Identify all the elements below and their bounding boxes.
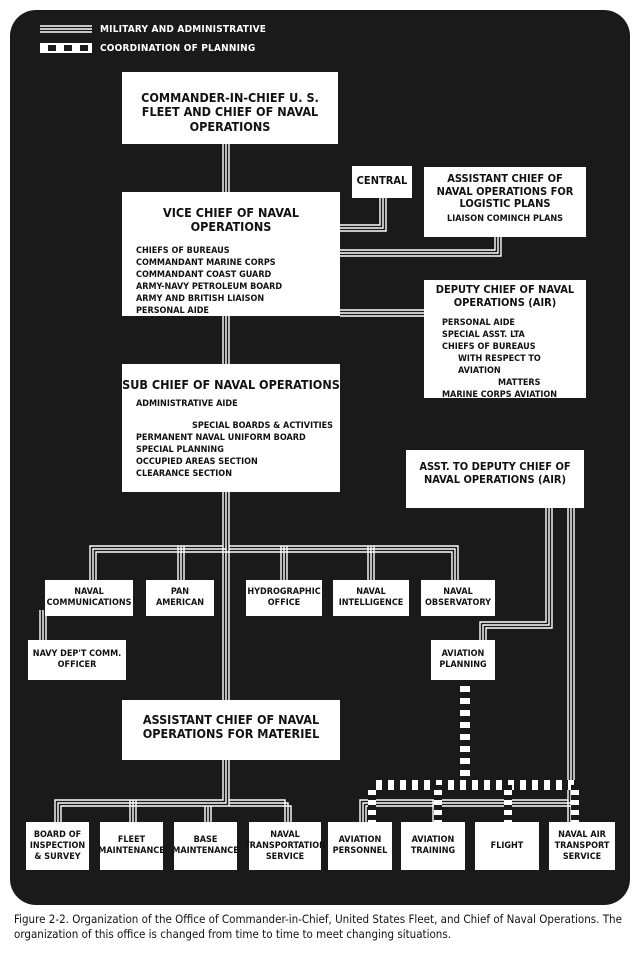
vice-item: COMMANDANT COAST GUARD: [136, 269, 272, 280]
aviation-training-box: [401, 822, 465, 870]
naval-communications-label: NAVAL COMMUNICATIONS: [46, 587, 132, 608]
navy-dept-comm-officer-box: [28, 640, 126, 680]
logistic-plans-box: [424, 167, 586, 237]
board-inspection-label: BOARD OF INSPECTION & SURVEY: [29, 829, 86, 862]
fleet-maintenance-label: FLEET MAINTENANCE: [98, 835, 165, 856]
naval-transportation-box: [244, 822, 326, 870]
vice-title: VICE CHIEF OF NAVAL OPERATIONS: [162, 205, 299, 235]
aviation-personnel-box: [328, 822, 392, 870]
naval-observatory-box: [421, 580, 495, 616]
materiel-box: [122, 700, 340, 760]
vice-item: PERSONAL AIDE: [136, 305, 209, 316]
deputy-air-item: MARINE CORPS AVIATION: [442, 390, 558, 401]
aviation-personnel-label: AVIATION PERSONNEL: [332, 835, 388, 856]
aviation-training-label: AVIATION TRAINING: [410, 835, 456, 856]
vice-item: ARMY-NAVY PETROLEUM BOARD: [136, 281, 283, 292]
fleet-maintenance-box: [100, 822, 163, 870]
hydrographic-office-box: [246, 580, 322, 616]
base-maintenance-box: [174, 822, 237, 870]
board-inspection-box: [26, 822, 89, 870]
central-box: [352, 166, 412, 198]
asst-deputy-air-box: [406, 450, 584, 508]
deputy-air-item: SPECIAL ASST. LTA: [442, 330, 525, 341]
sub-special: SPECIAL BOARDS & ACTIVITIES: [192, 421, 333, 432]
cinc-title: COMMANDER-IN-CHIEF U. S. FLEET AND CHIEF OF NAVAL OPERATIONS: [141, 90, 319, 134]
vice-chief-box: [122, 192, 340, 316]
naval-air-transport-box: [549, 822, 615, 870]
hydrographic-office-label: HYDROGRAPHIC OFFICE: [247, 587, 321, 608]
deputy-air-item: PERSONAL AIDE: [442, 318, 515, 329]
pan-american-label: PAN AMERICAN: [155, 587, 205, 608]
cinc-box: [122, 72, 338, 144]
naval-observatory-label: NAVAL OBSERVATORY: [425, 587, 491, 608]
sub-aide: ADMINISTRATIVE AIDE: [136, 399, 238, 410]
flight-label: FLIGHT: [490, 840, 524, 851]
naval-communications-box: [45, 580, 133, 616]
sub-item: CLEARANCE SECTION: [136, 469, 232, 480]
vice-item: ARMY AND BRITISH LIAISON: [136, 293, 265, 304]
logistic-title: ASSISTANT CHIEF OF NAVAL OPERATIONS FOR LOGISTIC PLANS: [436, 172, 574, 211]
materiel-title: ASSISTANT CHIEF OF NAVAL OPERATIONS FOR MATERIEL: [142, 712, 320, 742]
deputy-chief-air-box: [424, 280, 586, 401]
asst-deputy-title: ASST. TO DEPUTY CHIEF OF NAVAL OPERATIONS (AIR): [419, 460, 571, 486]
naval-air-transport-label: NAVAL AIR TRANSPORT SERVICE: [554, 829, 610, 862]
deputy-air-item: WITH RESPECT TO AVIATION: [458, 354, 541, 377]
aviation-planning-label: AVIATION PLANNING: [439, 649, 487, 670]
legend-military-label: MILITARY AND ADMINISTRATIVE: [100, 24, 267, 35]
naval-transportation-label: NAVAL TRANSPORTATION SERVICE: [244, 829, 326, 862]
deputy-air-item: MATTERS: [498, 378, 541, 389]
legend-symbols: [40, 26, 92, 53]
aviation-planning-box: [431, 640, 495, 680]
deputy-air-item: CHIEFS OF BUREAUS: [442, 342, 536, 353]
figure-caption: Figure 2-2. Organization of the Office of Commander-in-Chief, United States Fleet, and Chief of Naval Operations. The organization of this office is changed from time to time to meet changing situations.: [14, 912, 622, 941]
navy-dept-comm-officer-label: NAVY DEP'T COMM. OFFICER: [32, 649, 122, 670]
sub-item: OCCUPIED AREAS SECTION: [136, 457, 258, 468]
flight-box: [475, 822, 539, 870]
base-maintenance-label: BASE MAINTENANCE: [172, 835, 239, 856]
pan-american-box: [146, 580, 214, 616]
sub-item: PERMANENT NAVAL UNIFORM BOARD: [136, 433, 306, 444]
logistic-note: LIAISON COMINCH PLANS: [447, 213, 563, 224]
sub-title: SUB CHIEF OF NAVAL OPERATIONS: [122, 377, 340, 392]
sub-item: SPECIAL PLANNING: [136, 445, 224, 456]
vice-item: COMMANDANT MARINE CORPS: [136, 257, 276, 268]
vice-item: CHIEFS OF BUREAUS: [136, 245, 230, 256]
deputy-air-title: DEPUTY CHIEF OF NAVAL OPERATIONS (AIR): [435, 283, 575, 309]
sub-chief-box: [122, 364, 340, 492]
legend-coordination-label: COORDINATION OF PLANNING: [100, 43, 256, 54]
naval-intelligence-box: [333, 580, 409, 616]
naval-intelligence-label: NAVAL INTELLIGENCE: [338, 587, 404, 608]
central-title: CENTRAL: [356, 174, 408, 187]
